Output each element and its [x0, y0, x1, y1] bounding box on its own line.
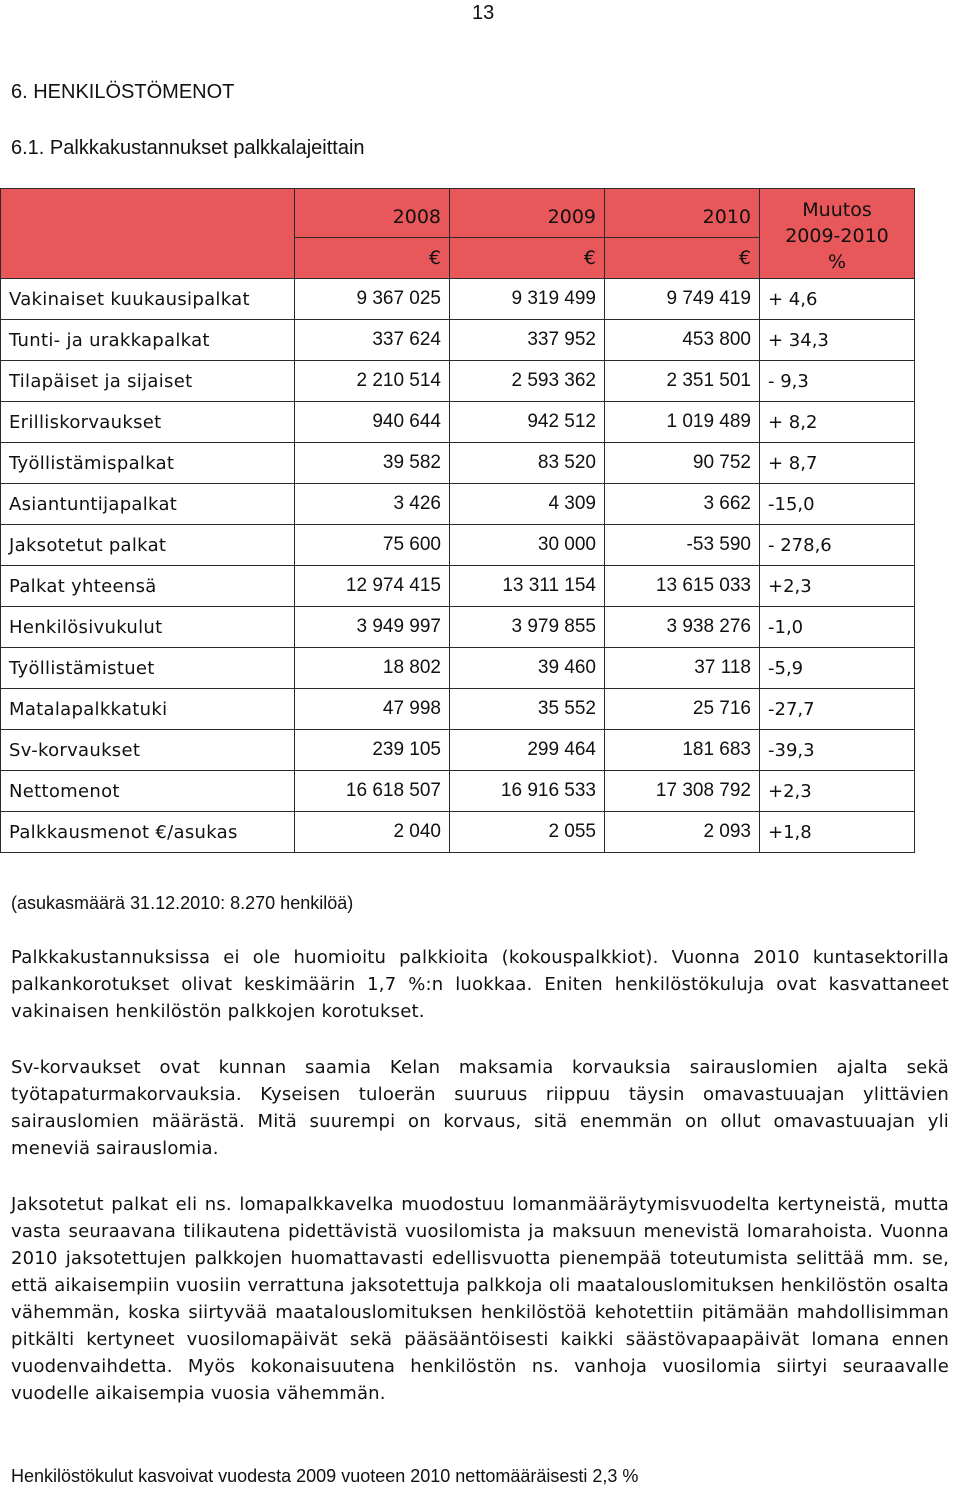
value-2010: 90 752 [605, 443, 760, 484]
year-header-2009: 2009 [450, 189, 605, 238]
change-percent: -27,7 [760, 689, 915, 730]
value-2009: 16 916 533 [450, 771, 605, 812]
row-label: Tunti- ja urakkapalkat [1, 320, 295, 361]
value-2008: 239 105 [295, 730, 450, 771]
value-2009: 39 460 [450, 648, 605, 689]
value-2008: 18 802 [295, 648, 450, 689]
value-2009: 3 979 855 [450, 607, 605, 648]
row-label: Vakinaiset kuukausipalkat [1, 279, 295, 320]
value-2010: 25 716 [605, 689, 760, 730]
row-label: Nettomenot [1, 771, 295, 812]
paragraph-sv-compensation: Sv-korvaukset ovat kunnan saamia Kelan maksamia korvauksia sairauslomien ajalta sekä työtapaturmakorvauksia. Kyseisen tuloerän suuruus riippuu täysin omavastuuajan ylittävien sairauslomien määrästä. Mitä suurempi on korvaus, sitä enemmän on ollut omavastuuajan yli meneviä sairauslomia. [11, 1057, 949, 1159]
row-label: Sv-korvaukset [1, 730, 295, 771]
population-note: (asukasmäärä 31.12.2010: 8.270 henkilöä) [11, 893, 354, 913]
row-label: Palkat yhteensä [1, 566, 295, 607]
table-row [1, 648, 915, 689]
value-2008: 9 367 025 [295, 279, 450, 320]
value-2009: 30 000 [450, 525, 605, 566]
value-2008: 337 624 [295, 320, 450, 361]
value-2009: 9 319 499 [450, 279, 605, 320]
value-2009: 35 552 [450, 689, 605, 730]
currency-header-2010: € [605, 238, 760, 279]
value-2009: 83 520 [450, 443, 605, 484]
value-2010: 181 683 [605, 730, 760, 771]
table-row [1, 443, 915, 484]
table-row [1, 279, 915, 320]
value-2008: 2 210 514 [295, 361, 450, 402]
row-label: Asiantuntijapalkat [1, 484, 295, 525]
change-percent: -5,9 [760, 648, 915, 689]
row-label: Tilapäiset ja sijaiset [1, 361, 295, 402]
table-row [1, 402, 915, 443]
value-2008: 75 600 [295, 525, 450, 566]
change-percent: +1,8 [760, 812, 915, 853]
value-2008: 12 974 415 [295, 566, 450, 607]
table-row [1, 525, 915, 566]
value-2008: 940 644 [295, 402, 450, 443]
value-2010: 9 749 419 [605, 279, 760, 320]
value-2010: 3 662 [605, 484, 760, 525]
table-row [1, 771, 915, 812]
change-percent: -39,3 [760, 730, 915, 771]
value-2010: 2 093 [605, 812, 760, 853]
value-2009: 942 512 [450, 402, 605, 443]
change-percent: + 4,6 [760, 279, 915, 320]
change-header-line2: 2009-2010 [785, 225, 889, 247]
table-row [1, 812, 915, 853]
value-2008: 2 040 [295, 812, 450, 853]
value-2010: 3 938 276 [605, 607, 760, 648]
table-row [1, 361, 915, 402]
subsection-heading: 6.1. Palkkakustannukset palkkalajeittain [11, 137, 365, 159]
table-row [1, 566, 915, 607]
table-row [1, 484, 915, 525]
value-2010: 453 800 [605, 320, 760, 361]
value-2010: 17 308 792 [605, 771, 760, 812]
table-row [1, 607, 915, 648]
year-header-2008: 2008 [295, 189, 450, 238]
value-2008: 47 998 [295, 689, 450, 730]
change-percent: - 278,6 [760, 525, 915, 566]
value-2008: 3 426 [295, 484, 450, 525]
change-percent: - 9,3 [760, 361, 915, 402]
section-heading: 6. HENKILÖSTÖMENOT [11, 81, 235, 103]
table-row [1, 730, 915, 771]
change-percent: -1,0 [760, 607, 915, 648]
value-2009: 4 309 [450, 484, 605, 525]
change-percent: + 8,2 [760, 402, 915, 443]
header-blank-cell [1, 189, 295, 279]
change-percent: +2,3 [760, 566, 915, 607]
row-label: Erilliskorvaukset [1, 402, 295, 443]
table-row [1, 320, 915, 361]
paragraph-fees: Palkkakustannuksissa ei ole huomioitu palkkioita (kokouspalkkiot). Vuonna 2010 kuntasektorilla palkankorotukset olivat keskimäärin 1,7 %:n luokkaa. Eniten henkilöstökuluja ovat kasvattaneet vakinaisen henkilöstön palkkojen korotukset. [11, 947, 949, 1022]
value-2008: 3 949 997 [295, 607, 450, 648]
currency-header-2009: € [450, 238, 605, 279]
value-2010: -53 590 [605, 525, 760, 566]
change-percent: + 34,3 [760, 320, 915, 361]
table-row [1, 689, 915, 730]
row-label: Matalapalkkatuki [1, 689, 295, 730]
change-percent: -15,0 [760, 484, 915, 525]
value-2009: 337 952 [450, 320, 605, 361]
paragraph-accrued-wages: Jaksotetut palkat eli ns. lomapalkkavelka muodostuu lomanmääräytymisvuodelta kertyneistä, mutta vasta seuraavana tilikautena pidettävistä vuosilomista ja maksuun menevistä lomarahoista. Vuonna 2010 jaksotettujen palkkojen huomattavasti edellisvuotta pienempää toteutumista selittää mm. se, että aikaisempiin vuosiin verrattuna jaksotettuja palkkoja oli maatalouslomituksen henkilöstön osalta vähemmän, koska siirtyvää maatalouslomituksen henkilöstöä kehotettiin pitämään mahdollisimman pitkälti kertyneet vuosilomapäivät sekä pääsääntöisesti kaikki säästövapaapäivät lomana ennen vuodenvaihdetta. Myös kokonaisuutena henkilöstön ns. vanhoja vuosilomia siirtyi seuraavalle vuodelle aikaisempia vuosia vähemmän. [11, 1194, 949, 1404]
row-label: Jaksotetut palkat [1, 525, 295, 566]
value-2010: 1 019 489 [605, 402, 760, 443]
row-label: Työllistämispalkat [1, 443, 295, 484]
change-percent: +2,3 [760, 771, 915, 812]
change-percent: + 8,7 [760, 443, 915, 484]
summary-line: Henkilöstökulut kasvoivat vuodesta 2009 vuoteen 2010 nettomääräisesti 2,3 % [11, 1466, 639, 1486]
value-2009: 299 464 [450, 730, 605, 771]
salary-cost-table [0, 188, 915, 853]
value-2010: 13 615 033 [605, 566, 760, 607]
page-number: 13 [472, 2, 495, 24]
row-label: Henkilösivukulut [1, 607, 295, 648]
value-2009: 2 055 [450, 812, 605, 853]
row-label: Palkkausmenot €/asukas [1, 812, 295, 853]
currency-header-2008: € [295, 238, 450, 279]
change-header-line3: % [827, 251, 847, 273]
year-header-2010: 2010 [605, 189, 760, 238]
value-2009: 2 593 362 [450, 361, 605, 402]
value-2010: 37 118 [605, 648, 760, 689]
value-2010: 2 351 501 [605, 361, 760, 402]
table-header-row [1, 189, 915, 238]
value-2009: 13 311 154 [450, 566, 605, 607]
change-header-line1: Muutos [802, 199, 872, 221]
change-header [760, 189, 915, 279]
row-label: Työllistämistuet [1, 648, 295, 689]
value-2008: 16 618 507 [295, 771, 450, 812]
value-2008: 39 582 [295, 443, 450, 484]
